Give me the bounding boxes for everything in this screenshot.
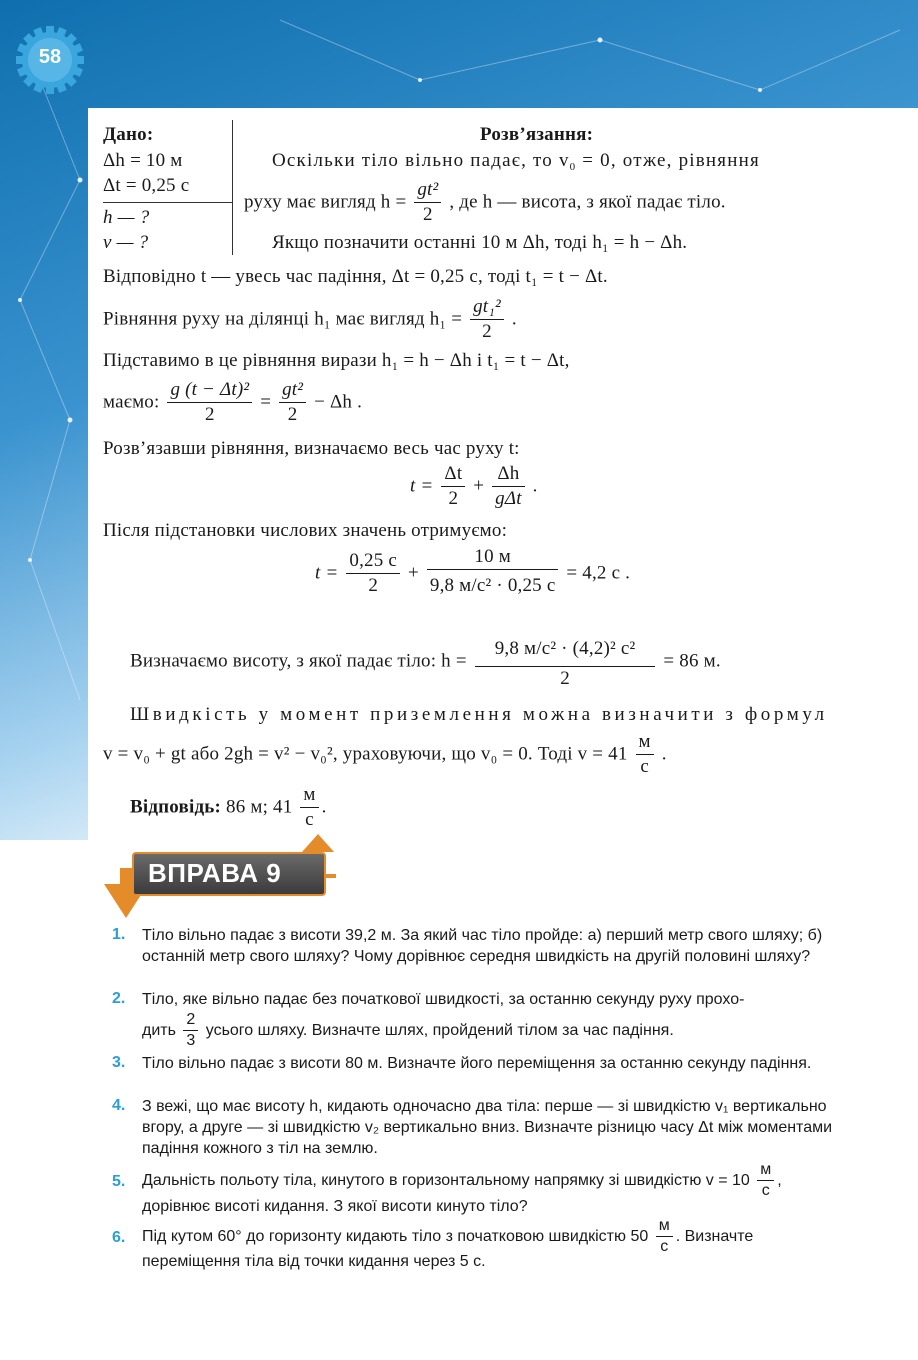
exercise-6-text-line2: переміщення тіла від точки кидання через 5 с. bbox=[142, 1253, 486, 1270]
solution-line-11: t = $\frac{0,25 с}{2}$ + $\frac{10 м}{\text{9,8 м/с² · 0,25 с}}$ = 4,2 с . bbox=[315, 546, 631, 596]
exercise-5-text: Дальність польоту тіла, кинутого в горизонтальному напрямку зі швидкістю v = 10 $\frac{м}{с}$ , bbox=[142, 1161, 782, 1199]
given-dt: Δt = 0,25 с bbox=[103, 175, 190, 196]
solution-line-14: v = v₀ + gt або 2gh = v² − v₀², ураховуючи, що v₀ = 0. Тоді v = 41 $\frac{м}{с}$ . bbox=[103, 731, 667, 777]
exercise-1-number: 1. bbox=[112, 926, 126, 943]
solution-answer: Відповідь: 86 м; 41 $\frac{м}{с}$ . bbox=[130, 784, 327, 830]
exercise-6-number: 6. bbox=[112, 1229, 126, 1246]
given-dh: Δh = 10 м bbox=[103, 150, 183, 171]
given-title: Дано: bbox=[103, 124, 154, 145]
solution-title: Розв’язання: bbox=[480, 124, 594, 145]
exercise-3-text: Тіло вільно падає з висоти 80 м. Визначте його переміщення за останню секунду падіння. bbox=[142, 1055, 812, 1072]
exercise-5-text-line2: дорівнює висоті кидання. З якої висоти кинуто тіло? bbox=[142, 1198, 528, 1215]
exercise-title: ВПРАВА 9 bbox=[148, 858, 282, 888]
solution-line-3: Якщо позначити останні 10 м Δh, тоді h₁ = h − Δh. bbox=[272, 232, 688, 253]
solution-line-13: Швидкість у момент приземлення можна визначити з формул bbox=[130, 704, 828, 725]
exercise-2-number: 2. bbox=[112, 990, 126, 1007]
solution-line-6: Підставимо в це рівняння вирази h₁ = h − Δh і t₁ = t − Δt, bbox=[103, 350, 570, 371]
solution-line-8: Розв’язавши рівняння, визначаємо весь час руху t: bbox=[103, 438, 520, 459]
exercise-6-text: Під кутом 60° до горизонту кидають тіло з початковою швидкістю 50 $\frac{м}{с}$ . Визначте bbox=[142, 1217, 754, 1255]
solution-line-5: Рівняння руху на ділянці h₁ має вигляд h₁ = $\frac{\text{gt₁²}}{2}$ . bbox=[103, 296, 517, 342]
exercise-3-number: 3. bbox=[112, 1054, 126, 1071]
exercise-4-text: З вежі, що має висоту h, кидають одночасно два тіла: перше — зі швидкістю v₁ вертикально вгору, а друге — зі швидкістю v₂ вертикально вниз. Визначте різницю часу Δt між моментами падіння кожного з тіл на землю. bbox=[142, 1098, 833, 1157]
given-divider-vertical bbox=[232, 120, 233, 255]
solution-line-10: Після підстановки числових значень отримуємо: bbox=[103, 520, 508, 541]
solution-line-7: маємо: $\frac{\text{g (t − Δt)²}}{2}$ = $\frac{\text{gt²}}{2}$ − Δh . bbox=[103, 379, 363, 425]
exercise-1-text: Тіло вільно падає з висоти 39,2 м. За який час тіло пройде: а) перший метр свого шляху; б) останній метр свого шляху? Чому дорівнює середня швидкість на другій половині шляху? bbox=[142, 927, 823, 965]
solution-line-4: Відповідно t — увесь час падіння, Δt = 0,25 с, тоді t₁ = t − Δt. bbox=[103, 266, 608, 287]
given-unknown-h: h — ? bbox=[103, 207, 150, 228]
exercise-2-text-line2: дить $\frac{2}{3}$ усього шляху. Визначте шлях, пройдений тілом за час падіння. bbox=[142, 1011, 674, 1049]
exercise-5-number: 5. bbox=[112, 1173, 126, 1190]
solution-line-9: t = $\frac{\Delta t}{2}$ + $\frac{\Delta h}{\text{gΔt}}$ . bbox=[410, 463, 538, 509]
solution-line-1: Оскільки тіло вільно падає, то $v_0 = 0$, отже, рівняння bbox=[272, 150, 760, 173]
exercise-4-number: 4. bbox=[112, 1097, 126, 1114]
solution-line-2: руху має вигляд h = $\frac{\text{gt²}}{2}$ , де h — висота, з якої падає тіло. bbox=[244, 179, 726, 225]
solution-line-12: Визначаємо висоту, з якої падає тіло: h = $\frac{\text{9,8 м/с² · (4,2)² с²}}{2}$ = 86 м. bbox=[130, 632, 721, 691]
exercise-2-text: Тіло, яке вільно падає без початкової швидкості, за останню секунду руху прохо- bbox=[142, 991, 745, 1008]
given-divider-horizontal bbox=[103, 202, 233, 203]
page-number: 58 bbox=[38, 46, 62, 68]
given-unknown-v: v — ? bbox=[103, 232, 149, 253]
